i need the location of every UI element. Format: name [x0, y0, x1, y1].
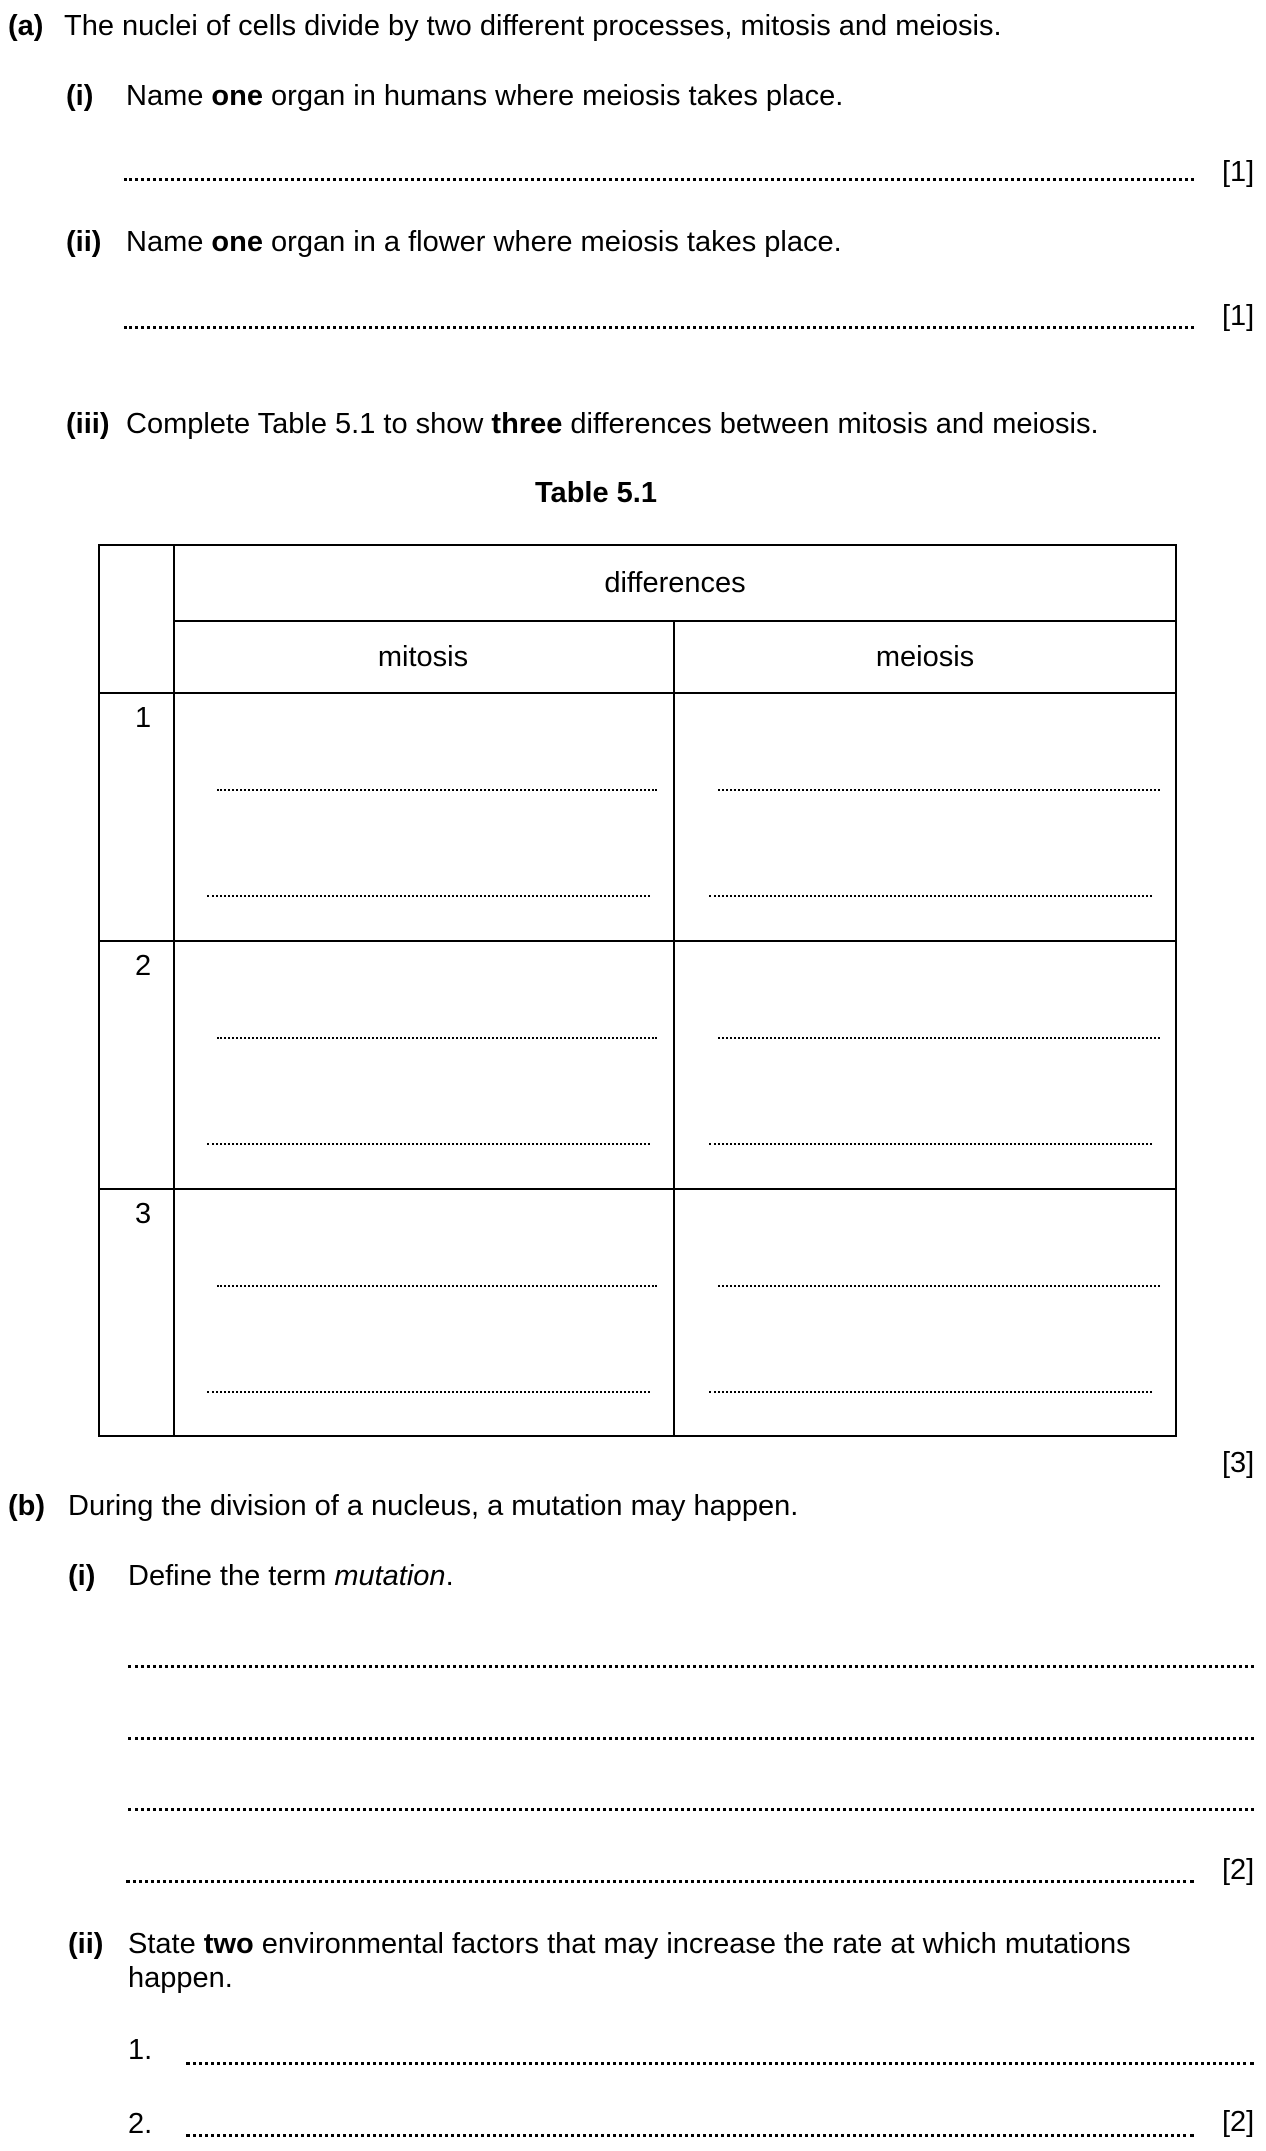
answer-line-row1-meiosis[interactable]: [709, 895, 1152, 897]
answer-line-row2-mitosis[interactable]: [207, 1143, 650, 1145]
table-divider: [173, 544, 175, 1437]
table-divider: [98, 940, 1177, 942]
table-row-number: 1: [135, 702, 152, 734]
part-a-stem: The nuclei of cells divide by two different processes, mitosis and meiosis.: [64, 10, 1002, 42]
answer-line-b-i[interactable]: [128, 1808, 1254, 1811]
mark-a-ii: [1]: [1222, 300, 1255, 332]
part-b-ii-question: State two environmental factors that may increase the rate at which mutations: [128, 1928, 1131, 1960]
part-b-ii-question-cont: happen.: [128, 1962, 233, 1994]
table-border: [98, 544, 1177, 1437]
mark-b-i: [2]: [1222, 1854, 1255, 1886]
answer-line-row2-meiosis[interactable]: [709, 1143, 1152, 1145]
table-row-number: 2: [135, 950, 152, 982]
answer-line-b-ii-2[interactable]: [186, 2134, 1194, 2137]
answer-line-b-i[interactable]: [128, 1737, 1254, 1740]
part-b-label: (b): [8, 1490, 46, 1522]
part-a-ii-label: (ii): [66, 226, 102, 258]
part-a-i-label: (i): [66, 80, 94, 112]
answer-line-row3-mitosis[interactable]: [207, 1391, 650, 1393]
part-b-stem: During the division of a nucleus, a mutation may happen.: [68, 1490, 799, 1522]
part-b-i-label: (i): [68, 1560, 96, 1592]
answer-line-row3-mitosis[interactable]: [217, 1285, 657, 1287]
mark-b-ii: [2]: [1222, 2106, 1255, 2138]
table-divider: [173, 620, 1177, 622]
table-header-meiosis: meiosis: [875, 641, 975, 673]
part-a-label: (a): [8, 10, 44, 42]
answer-line-a-i[interactable]: [124, 178, 1194, 181]
answer-line-row3-meiosis[interactable]: [718, 1285, 1160, 1287]
answer-line-b-ii-1[interactable]: [186, 2062, 1254, 2065]
answer-line-b-i[interactable]: [126, 1880, 1194, 1883]
mark-a-i: [1]: [1222, 156, 1255, 188]
answer-line-row2-mitosis[interactable]: [217, 1037, 657, 1039]
part-b-ii-label: (ii): [68, 1928, 104, 1960]
part-a-i-question: Name one organ in humans where meiosis takes place.: [126, 80, 844, 112]
item-number: 2.: [128, 2108, 153, 2140]
answer-line-row3-meiosis[interactable]: [709, 1391, 1152, 1393]
table-divider: [98, 692, 1177, 694]
table-header-differences: differences: [604, 567, 746, 599]
answer-line-b-i[interactable]: [128, 1665, 1254, 1668]
part-b-i-question: Define the term mutation.: [128, 1560, 454, 1592]
answer-line-row1-mitosis[interactable]: [217, 789, 657, 791]
table-header-mitosis: mitosis: [377, 641, 469, 673]
answer-line-row1-meiosis[interactable]: [718, 789, 1160, 791]
table-divider: [673, 620, 675, 1437]
table-divider: [98, 1188, 1177, 1190]
part-a-iii-question: Complete Table 5.1 to show three differences between mitosis and meiosis.: [126, 408, 1099, 440]
answer-line-row1-mitosis[interactable]: [207, 895, 650, 897]
table-row-number: 3: [135, 1198, 152, 1230]
table-caption: Table 5.1: [535, 477, 657, 509]
item-number: 1.: [128, 2034, 153, 2066]
part-a-iii-label: (iii): [66, 408, 110, 440]
answer-line-a-ii[interactable]: [124, 326, 1194, 329]
part-a-ii-question: Name one organ in a flower where meiosis takes place.: [126, 226, 842, 258]
answer-line-row2-meiosis[interactable]: [718, 1037, 1160, 1039]
mark-a-iii: [3]: [1222, 1447, 1255, 1479]
